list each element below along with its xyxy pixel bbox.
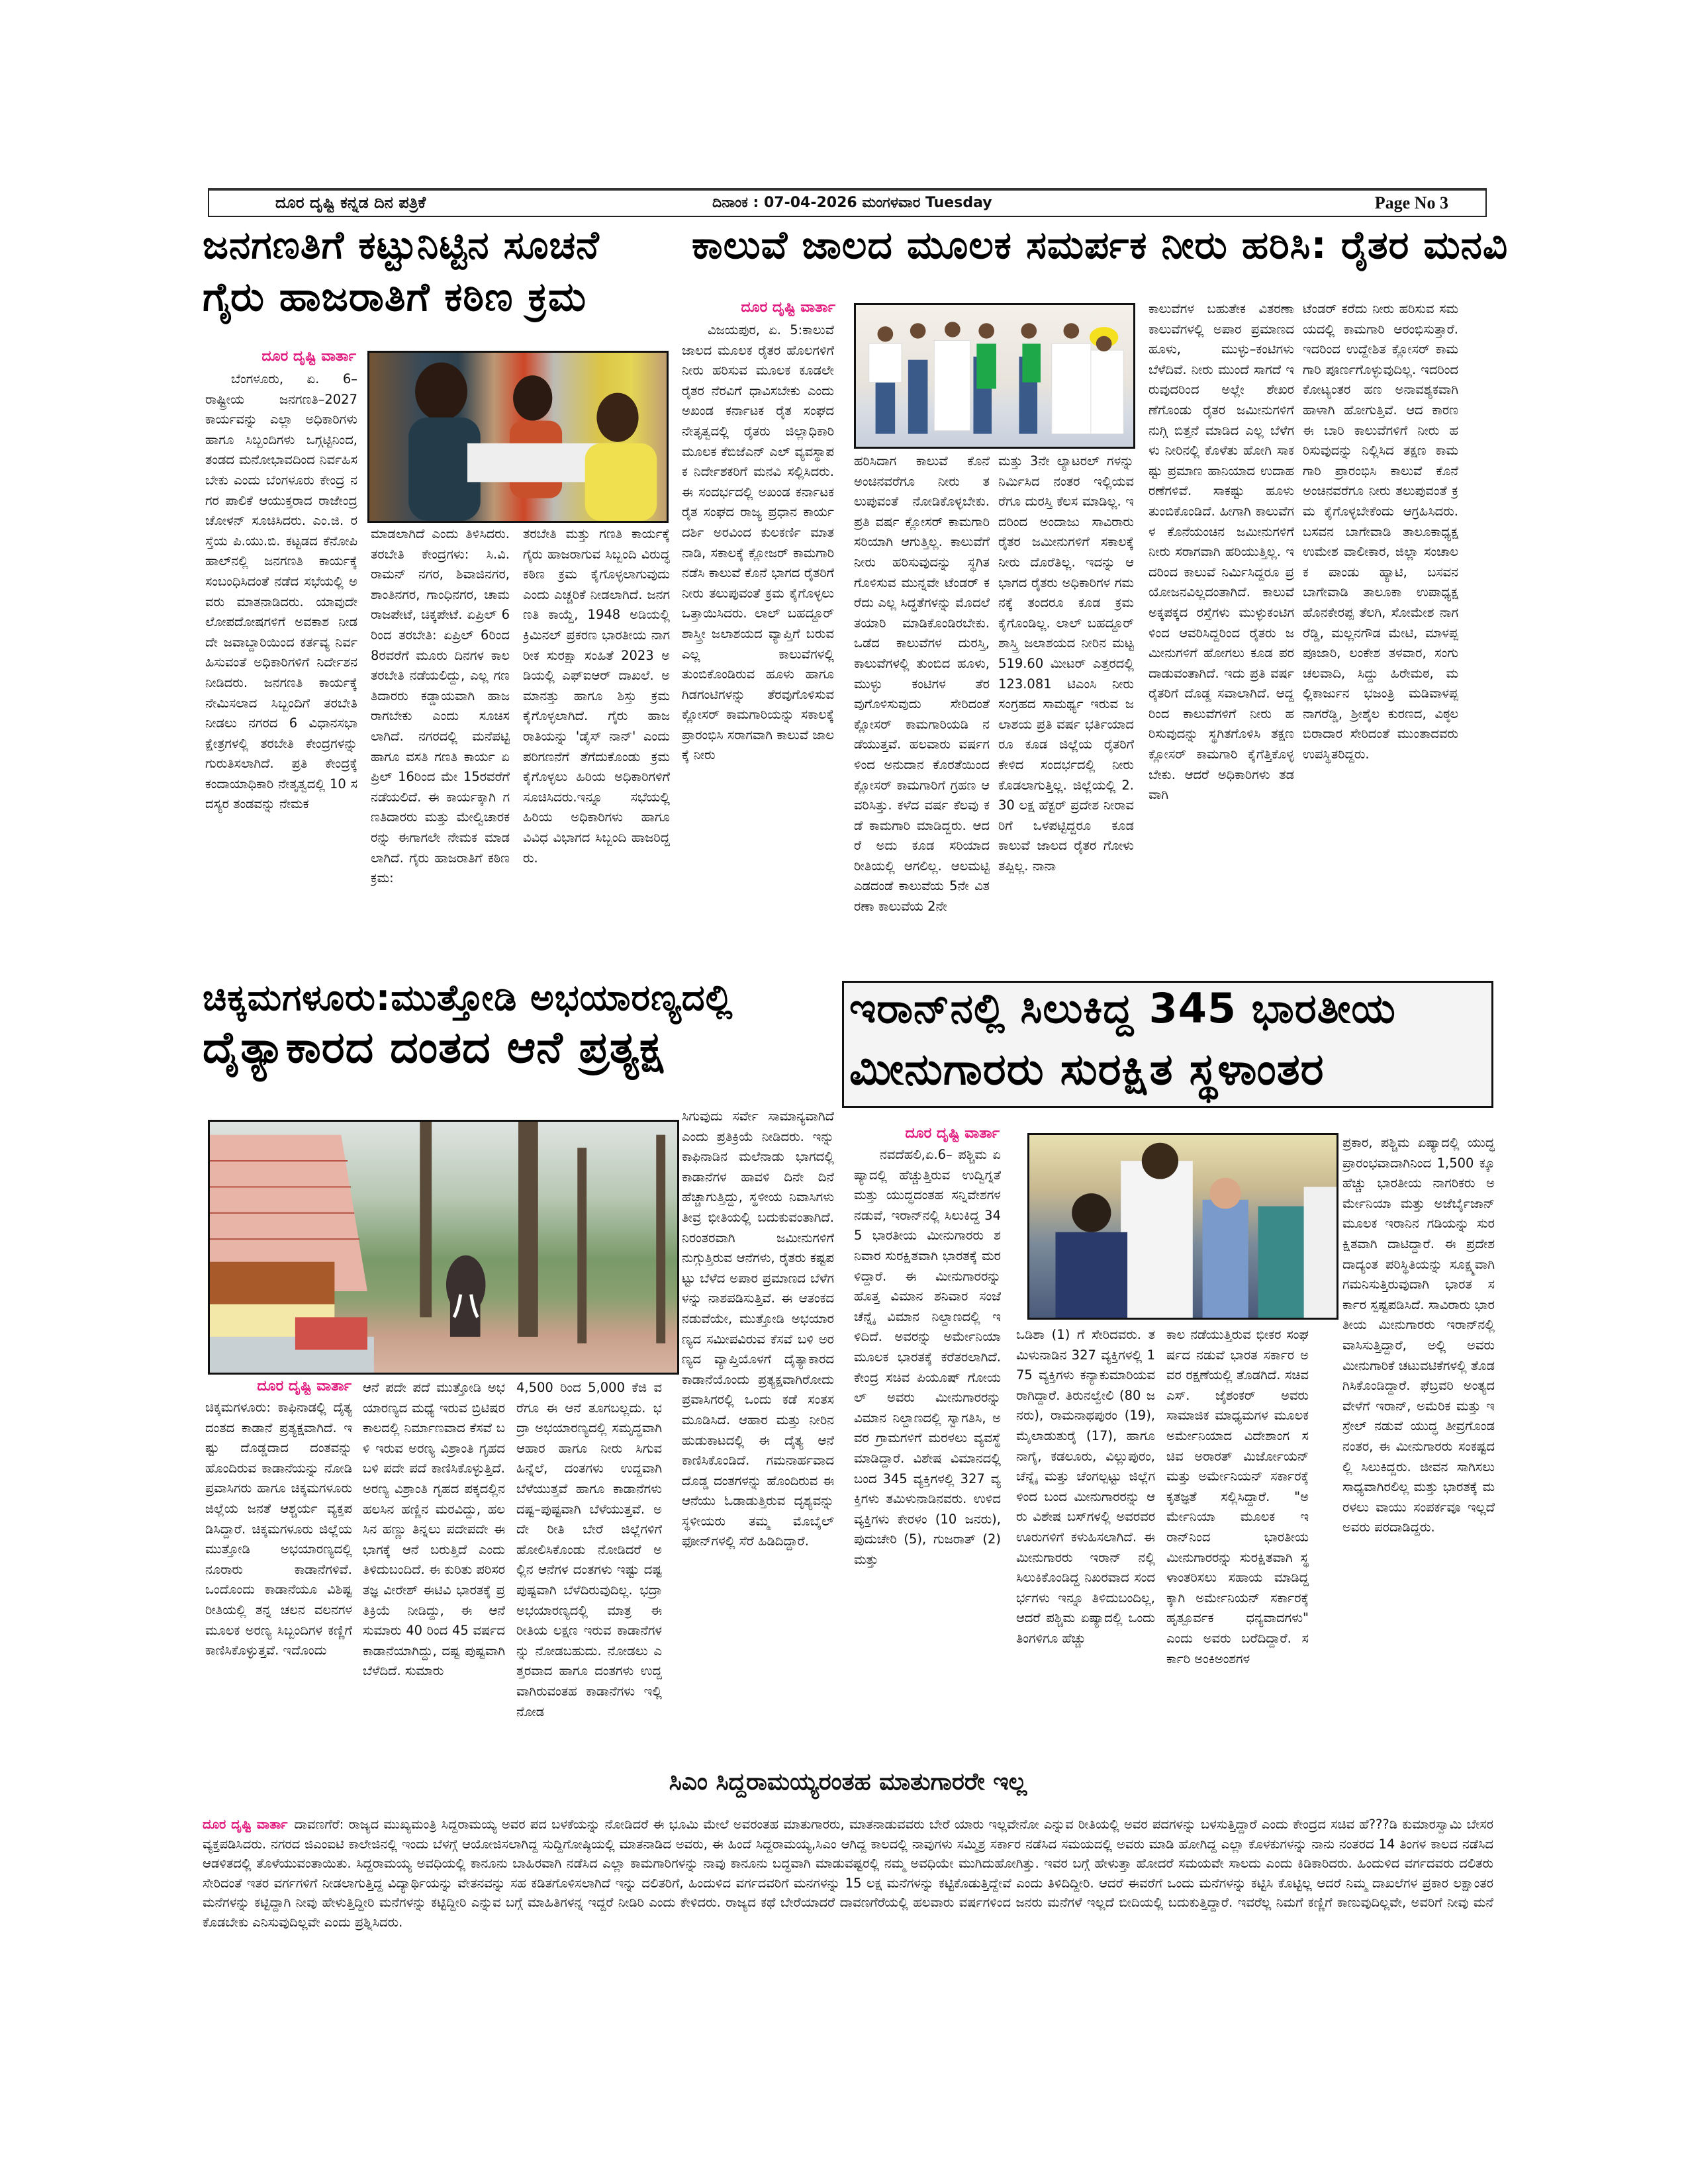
story4-headline-box — [842, 981, 1493, 1108]
story5-body — [203, 1815, 1493, 1932]
story3-column-3: 4,500 ರಿಂದ 5,000 ಕೆಜಿ ವರೆಗೂ ಈ ಆನೆ ತೂಗಬಲ್ಲದು. ಭದ್ರಾ ಅಭಯಾರಣ್ಯದಲ್ಲಿ ಸಮೃದ್ಧವಾಗಿ ಆಹಾರ ಹಾಗೂ ನೀರು ಸಿಗುವ ಹಿನ್ನೆಲೆ, ದಂತಗಳು ಉದ್ದವಾಗಿ ಬೆಳೆಯುತ್ತವೆ ಹಾಗೂ ಕಾಡಾನೆಗಳು ದಷ್ಟ–ಪುಷ್ಟವಾಗಿ ಬೆಳೆಯುತ್ತವೆ. ಅದೇ ರೀತಿ ಬೇರೆ ಜಿಲ್ಲೆಗಳಿಗೆ ಹೋಲಿಸಿಕೊಂಡು ನೋಡಿದರೆ ಅಲ್ಲಿನ ಆನೆಗಳ ದಂತಗಳು ಇಷ್ಟು ದಷ್ಟಪುಷ್ಟವಾಗಿ ಬೆಳೆದಿರುವುದಿಲ್ಲ. ಭದ್ರಾ ಅಭಯಾರಣ್ಯದಲ್ಲಿ ಮಾತ್ರ ಈ ರೀತಿಯ ಲಕ್ಷಣ ಇರುವ ಕಾಡಾನೆಗಳನ್ನು ನೋಡಬಹುದು. ನೋಡಲು ಎತ್ತರವಾದ ಹಾಗೂ ದಂತಗಳು ಉದ್ದವಾಗಿರುವಂತಹ ಕಾಡಾನೆಗಳು ಇಲ್ಲಿ ನೋಡ — [516, 1380, 662, 1719]
story2-column-5: ಟೆಂಡರ್ ಕರೆದು ನೀರು ಹರಿಸುವ ಸಮಯದಲ್ಲಿ ಕಾಮಗಾರಿ ಆರಂಭಿಸುತ್ತಾರೆ. ಇದರಿಂದ ಉದ್ದೇಶಿತ ಕ್ಲೋಸರ್ ಕಾಮಗಾರಿ ಪೂರ್ಣಗೊಳ್ಳುವುದಿಲ್ಲ. ಇದರಿಂದ ಕೋಟ್ಯಂತರ ಹಣ ಅನಾವಶ್ಯಕವಾಗಿ ಹಾಳಾಗಿ ಹೋಗುತ್ತಿವೆ. ಆದ ಕಾರಣ ಈ ಬಾರಿ ಕಾಲುವೆಗಳಿಗೆ ನೀರು ಹರಿಸುವುದನ್ನು ನಿಲ್ಲಿಸಿದ ತಕ್ಷಣ ಕಾಮಗಾರಿ ಪ್ರಾರಂಭಿಸಿ ಕಾಲುವೆ ಕೊನೆ ಅಂಚಿನವರೆಗೂ ನೀರು ತಲುಪುವಂತೆ ಕ್ರಮ ಕೈಗೊಳ್ಳಬೇಕೆಂದು ಆಗ್ರಹಿಸಿದರು. ಬಸವನ ಬಾಗೇವಾಡಿ ತಾಲೂಕಾಧ್ಯಕ್ಷ ಉಮೇಶ ವಾಲೀಕಾರ, ಜಿಲ್ಲಾ ಸಂಚಾಲಕ ಪಾಂಡು ಹ್ಯಾಟಿ, ಬಸವನ ಬಾಗೇವಾಡಿ ತಾಲೂಕಾ ಉಪಾಧ್ಯಕ್ಷ ಹೊನಕೇರಪ್ಪ ತೆಲಗಿ, ಸೋಮೇಶ ನಾಗರೆಡ್ಡಿ, ಮಲ್ಲನಗೌಡ ಮೇಟಿ, ಮಾಳಪ್ಪ ಪೂಜಾರಿ, ಲಂಕೇಶ ತಳವಾರ, ಸಂಗು ಚಲವಾದಿ, ಸಿದ್ದು ಹಿರೇಮಠ, ಮಲ್ಲಿಕಾರ್ಜುನ ಭಜಂತ್ರಿ ಮಡಿವಾಳಪ್ಪ ನಾಗರೆಡ್ಡಿ, ಶ್ರೀಶೈಲ ಕುರಣದ, ವಿಠ್ಠಲ ಬಿರಾದಾರ ಸೇರಿದಂತೆ ಮುಂತಾದವರು ಉಪಸ್ಥಿತರಿದ್ದರು. — [1303, 301, 1458, 762]
story3-headline-line1: ಚಿಕ್ಕಮಗಳೂರು:ಮುತ್ತೋಡಿ ಅಭಯಾರಣ್ಯದಲ್ಲಿ — [203, 977, 733, 1019]
story2-byline: ದೂರ ದೃಷ್ಟಿ ವಾರ್ತಾ — [741, 299, 835, 316]
story1-headline-line1: ಜನಗಣತಿಗೆ ಕಟ್ಟುನಿಟ್ಟಿನ ಸೂಚನೆ — [203, 222, 600, 267]
masthead — [208, 188, 1487, 217]
story4-column-4: ಪ್ರಕಾರ, ಪಶ್ಚಿಮ ಏಷ್ಯಾದಲ್ಲಿ ಯುದ್ಧ ಪ್ರಾರಂಭವಾದಾಗಿನಿಂದ 1,500 ಕ್ಕೂ ಹೆಚ್ಚು ಭಾರತೀಯ ನಾಗರಿಕರು ಅರ್ಮೇನಿಯಾ ಮತ್ತು ಅಜೆರ್ಬೈಜಾನ್ ಮೂಲಕ ಇರಾನಿನ ಗಡಿಯನ್ನು ಸುರಕ್ಷಿತವಾಗಿ ದಾಟಿದ್ದಾರೆ. ಈ ಪ್ರದೇಶದಾದ್ಯಂತ ಪರಿಸ್ಥಿತಿಯನ್ನು ಸೂಕ್ಷ್ಮವಾಗಿ ಗಮನಿಸುತ್ತಿರುವುದಾಗಿ ಭಾರತ ಸರ್ಕಾರ ಸ್ಪಷ್ಟಪಡಿಸಿದೆ. ಸಾವಿರಾರು ಭಾರತೀಯ ಮೀನುಗಾರರು ಇರಾನ್‌ನಲ್ಲಿ ವಾಸಿಸುತ್ತಿದ್ದಾರೆ, ಅಲ್ಲಿ ಅವರು ಮೀನುಗಾರಿಕೆ ಚಟುವಟಿಕೆಗಳಲ್ಲಿ ತೊಡಗಿಸಿಕೊಂಡಿದ್ದಾರೆ. ಫೆಬ್ರವರಿ ಅಂತ್ಯದ ವೇಳೆಗೆ ಇರಾನ್, ಅಮೆರಿಕ ಮತ್ತು ಇಸ್ರೇಲ್ ನಡುವೆ ಯುದ್ಧ ತೀವ್ರಗೊಂಡ ನಂತರ, ಈ ಮೀನುಗಾರರು ಸಂಕಷ್ಟದಲ್ಲಿ ಸಿಲುಕಿದ್ದರು. ಜೀವನ ಸಾಗಿಸಲು ಸಾಧ್ಯವಾಗಿರಲಿಲ್ಲ ಮತ್ತು ಭಾರತಕ್ಕೆ ಮರಳಲು ವಾಯು ಸಂಪರ್ಕವೂ ಇಲ್ಲದೆ ಅವರು ಪರದಾಡಿದ್ದರು. — [1342, 1135, 1495, 1535]
story1-photo-census-workers — [367, 351, 669, 523]
story1-headline-line2: ಗೈರು ಹಾಜರಾತಿಗೆ ಕಠಿಣ ಕ್ರಮ — [203, 274, 587, 320]
page-number: Page No 3 — [1374, 193, 1448, 212]
people-illustration-icon — [369, 353, 667, 521]
story2-column-2: ಹರಿಸಿದಾಗ ಕಾಲುವೆ ಕೊನೆ ಅಂಚಿನವರೆಗೂ ನೀರು ತಲುಪುವಂತೆ ನೋಡಿಕೊಳ್ಳಬೇಕು. ಪ್ರತಿ ವರ್ಷ ಕ್ಲೋಸರ್ ಕಾಮಗಾರಿ ಸರಿಯಾಗಿ ಆಗುತ್ತಿಲ್ಲ. ಕಾಲುವೆಗೆ ನೀರು ಹರಿಸುವುದನ್ನು ಸ್ಥಗಿತಗೊಳಿಸುವ ಮುನ್ನವೇ ಟೆಂಡರ್ ಕರೆದು ಎಲ್ಲ ಸಿದ್ಧತೆಗಳನ್ನು ಮೊದಲೆ ತಯಾರಿ ಮಾಡಿಕೊಂಡಿರಬೇಕು. ಒಡೆದ ಕಾಲುವೆಗಳ ದುರಸ್ತಿ, ಕಾಲುವೆಗಳಲ್ಲಿ ತುಂಬಿದ ಹೂಳು, ಮುಳ್ಳು ಕಂಟಿಗಳ ತೆರವುಗೊಳಿಸುವುದು ಸೇರಿದಂತೆ ಕ್ಲೋಸರ್ ಕಾಮಗಾರಿಯಡಿ ನಡೆಯುತ್ತವೆ. ಹಲವಾರು ವರ್ಷಗಳಿಂದ ಅನುದಾನ ಕೊರತೆಯಿಂದ ಕ್ಲೋಸರ್ ಕಾಮಗಾರಿಗೆ ಗ್ರಹಣ ಆವರಿಸಿತ್ತು. ಕಳೆದ ವರ್ಷ ಕೆಲವು ಕಡೆ ಕಾಮಗಾರಿ ಮಾಡಿದ್ದರು. ಆದರೆ ಅದು ಕೂಡ ಸರಿಯಾದ ರೀತಿಯಲ್ಲಿ ಆಗಲಿಲ್ಲ. ಆಲಮಟ್ಟಿ ಎಡದಂಡೆ ಕಾಲುವೆಯ 5ನೇ ವಿತರಣಾ ಕಾಲುವೆಯ 2ನೇ — [854, 453, 990, 915]
story4-column-3: ಕಾಲ ನಡೆಯುತ್ತಿರುವ ಭೀಕರ ಸಂಘರ್ಷದ ನಡುವೆ ಭಾರತ ಸರ್ಕಾರ ಅವರ ರಕ್ಷಣೆಯಲ್ಲಿ ತೊಡಗಿದೆ. ಸಚಿವ ಎಸ್. ಜೈಶಂಕರ್ ಅವರು ಸಾಮಾಜಿಕ ಮಾಧ್ಯಮಗಳ ಮೂಲಕ ಅರ್ಮೇನಿಯಾದ ವಿದೇಶಾಂಗ ಸಚಿವ ಅರಾರತ್ ಮಿರ್ಜೋಯನ್ ಮತ್ತು ಅರ್ಮೇನಿಯನ್ ಸರ್ಕಾರಕ್ಕೆ ಕೃತಜ್ಞತೆ ಸಲ್ಲಿಸಿದ್ದಾರೆ. "ಅರ್ಮೇನಿಯಾ ಮೂಲಕ ಇರಾನ್‌ನಿಂದ ಭಾರತೀಯ ಮೀನುಗಾರರನ್ನು ಸುರಕ್ಷಿತವಾಗಿ ಸ್ಥಳಾಂತರಿಸಲು ಸಹಾಯ ಮಾಡಿದ್ದಕ್ಕಾಗಿ ಅರ್ಮೇನಿಯನ್ ಸರ್ಕಾರಕ್ಕೆ ಹೃತ್ಪೂರ್ವಕ ಧನ್ಯವಾದಗಳು" ಎಂದು ಅವರು ಬರೆದಿದ್ದಾರೆ. ಸರ್ಕಾರಿ ಅಂಕಿಅಂಶಗಳ — [1166, 1327, 1309, 1666]
story4-headline-line2: ಮೀನುಗಾರರು ಸುರಕ್ಷಿತ ಸ್ಥಳಾಂತರ — [849, 1044, 1325, 1095]
story1-column-1: ಬೆಂಗಳೂರು, ಏ. 6– ರಾಷ್ಟ್ರೀಯ ಜನಗಣತಿ–2027 ಕಾರ್ಯವನ್ನು ಎಲ್ಲಾ ಅಧಿಕಾರಿಗಳು ಹಾಗೂ ಸಿಬ್ಬಂದಿಗಳು ಒಗ್ಗಟ್ಟಿನಿಂದ, ತಂಡದ ಮನೋಭಾವದಿಂದ ನಿರ್ವಹಿಸಬೇಕು ಎಂದು ಬೆಂಗಳೂರು ಕೇಂದ್ರ ನಗರ ಪಾಲಿಕೆ ಆಯುಕ್ತರಾದ ರಾಜೇಂದ್ರ ಚೋಳನ್ ಸೂಚಿಸಿದರು. ಎಂ.ಜಿ. ರಸ್ತೆಯ ಪಿ.ಯು.ಬಿ. ಕಟ್ಟಡದ ಕೆನೋಪಿ ಹಾಲ್‌ನಲ್ಲಿ ಜನಗಣತಿ ಕಾರ್ಯಕ್ಕೆ ಸಂಬಂಧಿಸಿದಂತೆ ನಡೆದ ಸಭೆಯಲ್ಲಿ ಅವರು ಮಾತನಾಡಿದರು. ಯಾವುದೇ ಲೋಪದೋಷಗಳಿಗೆ ಅವಕಾಶ ನೀಡದೇ ಜವಾಬ್ದಾರಿಯಿಂದ ಕರ್ತವ್ಯ ನಿರ್ವಹಿಸುವಂತೆ ಅಧಿಕಾರಿಗಳಿಗೆ ನಿರ್ದೇಶನ ನೀಡಿದರು. ಜನಗಣತಿ ಕಾರ್ಯಕ್ಕೆ ನೇಮಿಸಲಾದ ಸಿಬ್ಬಂದಿಗೆ ತರಬೇತಿ ನೀಡಲು ನಗರದ 6 ವಿಧಾನಸಭಾ ಕ್ಷೇತ್ರಗಳಲ್ಲಿ ತರಬೇತಿ ಕೇಂದ್ರಗಳನ್ನು ಗುರುತಿಸಲಾಗಿದೆ. ಪ್ರತಿ ಕೇಂದ್ರಕ್ಕೆ ಕಂದಾಯಾಧಿಕಾರಿ ನೇತೃತ್ವದಲ್ಲಿ 10 ಸದಸ್ಯರ ತಂಡವನ್ನು ನೇಮಕ — [205, 371, 357, 812]
story3-photo-elephant — [208, 1120, 679, 1375]
story2-column-3: ಮತ್ತು 3ನೇ ಲ್ಯಾಟರಲ್ ಗಳನ್ನು ನಿರ್ಮಿಸಿದ ನಂತರ ಇಲ್ಲಿಯವರೆಗೂ ದುರಸ್ತಿ ಕೆಲಸ ಮಾಡಿಲ್ಲ. ಇದರಿಂದ ಅಂದಾಜು ಸಾವಿರಾರು ರೈತರ ಜಮೀನುಗಳಿಗೆ ಸಕಾಲಕ್ಕೆ ನೀರು ದೊರೆತಿಲ್ಲ. ಇದನ್ನು ಆ ಭಾಗದ ರೈತರು ಅಧಿಕಾರಿಗಳ ಗಮನಕ್ಕೆ ತಂದರೂ ಕೂಡ ಕ್ರಮ ಕೈಗೊಂಡಿಲ್ಲ. ಲಾಲ್ ಬಹದ್ದೂರ್ ಶಾಸ್ತ್ರಿ ಜಲಾಶಯದ ನೀರಿನ ಮಟ್ಟ 519.60 ಮೀಟರ್ ಎತ್ತರದಲ್ಲಿ 123.081 ಟಿಎಂಸಿ ನೀರು ಸಂಗ್ರಹದ ಸಾಮರ್ಥ್ಯ ಇರುವ ಜಲಾಶಯ ಪ್ರತಿ ವರ್ಷ ಭರ್ತಿಯಾದರೂ ಕೂಡ ಜಿಲ್ಲೆಯ ರೈತರಿಗೆ ಕೇಳಿದ ಸಂದರ್ಭದಲ್ಲಿ ನೀರು ಕೊಡಲಾಗುತ್ತಿಲ್ಲ. ಜಿಲ್ಲೆಯಲ್ಲಿ 2.30 ಲಕ್ಷ ಹೆಕ್ಟರ್ ಪ್ರದೇಶ ನೀರಾವರಿಗೆ ಒಳಪಟ್ಟಿದ್ದರೂ ಕೂಡ ಕಾಲುವೆ ಜಾಲದ ರೈತರ ಗೋಳು ತಪ್ಪಿಲ್ಲ. ನಾನಾ — [998, 453, 1134, 874]
newspaper-name: ದೂರ ದೃಷ್ಟಿ ಕನ್ನಡ ದಿನ ಪತ್ರಿಕೆ — [275, 193, 426, 212]
story2-photo-farmers-group — [854, 303, 1135, 449]
story2-headline: ಕಾಲುವೆ ಜಾಲದ ಮೂಲಕ ಸಮರ್ಪಕ ನೀರು ಹರಿಸಿ: ರೈತರ ಮನವಿ — [692, 222, 1509, 267]
story5-text: ದಾವಣಗೆರೆ: ರಾಜ್ಯದ ಮುಖ್ಯಮಂತ್ರಿ ಸಿದ್ದರಾಮಯ್ಯ ಅವರ ಪದ ಬಳಕೆಯನ್ನು ನೋಡಿದರೆ ಈ ಭೂಮಿ ಮೇಲೆ ಅವರಂತಹ ಮಾತುಗಾರರು, ಮಾತನಾಡುವವರು ಬೇರೆ ಯಾರು ಇಲ್ಲವೇನೋ ಎನ್ನುವ ರೀತಿಯಲ್ಲಿ ಅವರ ಪದಗಳನ್ನು ಬಳಸುತ್ತಿದ್ದಾರೆ ಎಂದು ಕೇಂದ್ರದ ಸಚಿವ ಹೆ???ಡಿ ಕುಮಾರಸ್ವಾಮಿ ಬೇಸರ ವ್ಯಕ್ತಪಡಿಸಿದರು. ನಗರದ ಜಿಎಂಐಟಿ ಕಾಲೇಜಿನಲ್ಲಿ ಇಂದು ಬೆಳಗ್ಗೆ ಆಯೋಜಿಸಲಾಗಿದ್ದ ಸುದ್ದಿಗೋಷ್ಠಿಯಲ್ಲಿ ಮಾತನಾಡಿದ ಅವರು, ಈ ಹಿಂದೆ ಸಿದ್ದರಾಮಯ್ಯ,ಸಿಎಂ ಆಗಿದ್ದ ಕಾಲದಲ್ಲಿ ನಾವುಗಳು ಸಮ್ಮಿಶ್ರ ಸರ್ಕಾರ ನಡೆಸಿದ ಸಮಯದಲ್ಲಿ ಅವರು ಮಾಡಿ ಹೋಗಿದ್ದ ಎಲ್ಲಾ ಕೊಳಕುಗಳನ್ನು ನಾನು ನಂತರದ 14 ತಿಂಗಳ ಕಾಲದ ನಡೆಸಿದ ಆಡಳಿತದಲ್ಲಿ ತೊಳೆಯುವಂತಾಯಿತು. ಸಿದ್ದರಾಮಯ್ಯ ಅವಧಿಯಲ್ಲಿ ಕಾನೂನು ಬಾಹಿರವಾಗಿ ನಡೆಸಿದ ಎಲ್ಲಾ ಕಾಮಗಾರಿಗಳನ್ನು ನಾವು ಕಾನೂನು ಬದ್ಧವಾಗಿ ಮಾಡುವಷ್ಟರಲ್ಲಿ ನಮ್ಮ ಅವಧಿಯೇ ಮುಗಿದುಹೋಗಿತ್ತು. ಇವರ ಬಗ್ಗೆ ಹೇಳುತ್ತಾ ಹೋದರೆ ಸಮಯವೇ ಸಾಲದು ಎಂದು ಕಿಡಿಕಾರಿದರು. ಹಿಂದುಳಿದ ವರ್ಗದವರು ದಲಿತರು ಸೇರಿದಂತೆ ಇತರ ವರ್ಗಗಳಿಗೆ ನೀಡಲಾಗುತ್ತಿದ್ದ ವಿದ್ಯಾರ್ಥಿಯನ್ನು ವೇತನವನ್ನು ಸಹ ಕಡಿತಗೊಳಿಸಲಾಗಿದೆ ಇನ್ನು ದಲಿತರಿಗೆ, ಹಿಂದುಳಿದ ವರ್ಗದವರಿಗೆ ಮನಗಳನ್ನು 15 ಲಕ್ಷ ಮನೆಗಳನ್ನು ಕಟ್ಟಿಕೊಡುತ್ತಿದ್ದೇವೆ ಎಂದು ತಿಳಿದಿದ್ದೀರಿ. ಆದರೆ ಈವರೆಗೆ ಒಂದು ಮನೆಗಳನ್ನು ಕಟ್ಟಿಸಿ ಕೊಟ್ಟಿಲ್ಲ ಆದರೆ ನಿಮ್ಮ ದಾಖಲೆಗಳ ಪ್ರಕಾರ ಲಕ್ಷಾಂತರ ಮನೆಗಳನ್ನು ಕಟ್ಟಿದ್ದಾಗಿ ನೀವು ಹೇಳುತ್ತಿದ್ದೀರಿ ಮನೆಗಳನ್ನು ಕಟ್ಟಿದ್ದೀರಿ ಎನ್ನುವ ಬಗ್ಗೆ ಮಾಹಿತಿಗಳನ್ನ ಇದ್ದರೆ ನೀಡಿರಿ ಎಂದು ಕೇಳಿದರು. ರಾಜ್ಯದ ಕಥೆ ಬೇರೆಯಾದರೆ ದಾವಣಗೆರೆಯಲ್ಲಿ ಹಲವಾರು ವರ್ಷಗಳಿಂದ ಜನರು ಮನೆಗಳೆ ಇಲ್ಲದೆ ಬೀದಿಯಲ್ಲಿ ಬದುಕುತ್ತಿದ್ದಾರೆ. ಇವರೆಲ್ಲ ನಿಮಗೆ ಕಣ್ಣಿಗೆ ಕಾಣುವುದಿಲ್ಲವೇ, ಅವರಿಗೆ ನೀವು ಮನೆ ಕೊಡಬೇಕು ಎನಿಸುವುದಿಲ್ಲವೇ ಎಂದು ಪ್ರಶ್ನಿಸಿದರು. — [203, 1817, 1493, 1930]
story5-byline: ದೂರ ದೃಷ್ಟಿ ವಾರ್ತಾ — [203, 1817, 288, 1832]
welcome-ceremony-icon — [1029, 1135, 1336, 1318]
story4-column-1: ನವದೆಹಲಿ,ಏ.6– ಪಶ್ಚಿಮ ಏಷ್ಯಾದಲ್ಲಿ ಹೆಚ್ಚುತ್ತಿರುವ ಉದ್ವಿಗ್ನತೆ ಮತ್ತು ಯುದ್ಧದಂತಹ ಸನ್ನಿವೇಶಗಳ ನಡುವೆ, ಇರಾನ್‌ನಲ್ಲಿ ಸಿಲುಕಿದ್ದ 345 ಭಾರತೀಯ ಮೀನುಗಾರರು ಶನಿವಾರ ಸುರಕ್ಷಿತವಾಗಿ ಭಾರತಕ್ಕೆ ಮರಳಿದ್ದಾರೆ. ಈ ಮೀನುಗಾರರನ್ನು ಹೊತ್ತ ವಿಮಾನ ಶನಿವಾರ ಸಂಜೆ ಚೆನ್ನೈ ವಿಮಾನ ನಿಲ್ದಾಣದಲ್ಲಿ ಇಳಿದಿದೆ. ಅವರನ್ನು ಅರ್ಮೇನಿಯಾ ಮೂಲಕ ಭಾರತಕ್ಕೆ ಕರೆತರಲಾಗಿದೆ. ಕೇಂದ್ರ ಸಚಿವ ಪಿಯೂಷ್ ಗೋಯಲ್ ಅವರು ಮೀನುಗಾರರನ್ನು ವಿಮಾನ ನಿಲ್ದಾಣದಲ್ಲಿ ಸ್ವಾಗತಿಸಿ, ಅವರ ಗ್ರಾಮಗಳಿಗೆ ಮರಳಲು ವ್ಯವಸ್ಥೆ ಮಾಡಿದ್ದಾರೆ. ವಿಶೇಷ ವಿಮಾನದಲ್ಲಿ ಬಂದ 345 ವ್ಯಕ್ತಿಗಳಲ್ಲಿ 327 ವ್ಯಕ್ತಿಗಳು ತಮಿಳುನಾಡಿನವರು. ಉಳಿದ ವ್ಯಕ್ತಿಗಳು ಕೇರಳಂ (10 ಜನರು), ಪುದುಚೇರಿ (5), ಗುಜರಾತ್ (2) ಮತ್ತು — [854, 1147, 1001, 1567]
issue-date: ದಿನಾಂಕ : 07-04-2026 ಮಂಗಳವಾರ Tuesday — [712, 195, 992, 211]
story1-column-3: ತರಬೇತಿ ಮತ್ತು ಗಣತಿ ಕಾರ್ಯಕ್ಕೆ ಗೈರು ಹಾಜರಾಗುವ ಸಿಬ್ಬಂದಿ ವಿರುದ್ಧ ಕಠಿಣ ಕ್ರಮ ಕೈಗೊಳ್ಳಲಾಗುವುದು ಎಂದು ಎಚ್ಚರಿಕೆ ನೀಡಲಾಗಿದೆ. ಜನಗಣತಿ ಕಾಯ್ದೆ, 1948 ಅಡಿಯಲ್ಲಿ ಕ್ರಿಮಿನಲ್ ಪ್ರಕರಣ ಭಾರತೀಯ ನಾಗರೀಕ ಸುರಕ್ಷಾ ಸಂಹಿತೆ 2023 ಅಡಿಯಲ್ಲಿ ಎಫ್‌ಐಆರ್ ದಾಖಲೆ. ಅಮಾನತ್ತು ಹಾಗೂ ಶಿಸ್ತು ಕ್ರಮ ಕೈಗೊಳ್ಳಲಾಗಿದೆ. ಗೈರು ಹಾಜರಾತಿಯನ್ನು 'ಡೈಸ್ ನಾನ್' ಎಂದು ಪರಿಗಣನೆಗೆ ತೆಗೆದುಕೊಂಡು ಕ್ರಮ ಕೈಗೊಳ್ಳಲು ಹಿರಿಯ ಅಧಿಕಾರಿಗಳಿಗೆ ಸೂಚಿಸಿದರು.ಇನ್ನೂ ಸಭೆಯಲ್ಲಿ ಹಿರಿಯ ಅಧಿಕಾರಿಗಳು ಹಾಗೂ ವಿವಿಧ ವಿಭಾಗದ ಸಿಬ್ಬಂದಿ ಹಾಜರಿದ್ದರು. — [523, 526, 670, 866]
story3-byline: ದೂರ ದೃಷ್ಟಿ ವಾರ್ತಾ — [257, 1378, 352, 1394]
story3-column-4: ಸಿಗುವುದು ಸರ್ವೇ ಸಾಮಾನ್ಯವಾಗಿದೆ ಎಂದು ಪ್ರತಿಕ್ರಿಯೆ ನೀಡಿದರು. ಇನ್ನು ಕಾಫಿನಾಡಿನ ಮಲೆನಾಡು ಭಾಗದಲ್ಲಿ ಕಾಡಾನೆಗಳ ಹಾವಳಿ ದಿನೇ ದಿನೆ ಹೆಚ್ಚಾಗುತ್ತಿದ್ದು, ಸ್ಥಳೀಯ ನಿವಾಸಿಗಳು ತೀವ್ರ ಭೀತಿಯಲ್ಲಿ ಬದುಕುವಂತಾಗಿದೆ. ನಿರಂತರವಾಗಿ ಜಮೀನುಗಳಿಗೆ ನುಗ್ಗುತ್ತಿರುವ ಆನೆಗಳು, ರೈತರು ಕಷ್ಟಪಟ್ಟು ಬೆಳೆದ ಅಪಾರ ಪ್ರಮಾಣದ ಬೆಳೆಗಳನ್ನು ನಾಶಪಡಿಸುತ್ತಿವೆ. ಈ ಆತಂಕದ ನಡುವೆಯೇ, ಮುತ್ತೋಡಿ ಅಭಯಾರಣ್ಯದ ಸಮೀಪವಿರುವ ಕೆಸವೆ ಬಳಿ ಅರಣ್ಯದ ವ್ಯಾಪ್ತಿಯೊಳಗೆ ದೈತ್ಯಾಕಾರದ ಕಾಡಾನೆಯೊಂದು ಪ್ರತ್ಯಕ್ಷವಾಗಿರೋದು ಪ್ರವಾಸಿಗರಲ್ಲಿ ಒಂದು ಕಡೆ ಸಂತಸ ಮೂಡಿಸಿದೆ. ಆಹಾರ ಮತ್ತು ನೀರಿನ ಹುಡುಕಾಟದಲ್ಲಿ ಈ ದೈತ್ಯ ಆನೆ ಕಾಣಿಸಿಕೊಂಡಿದೆ. ಗಮನಾರ್ಹವಾದ ದೊಡ್ಡ ದಂತಗಳನ್ನು ಹೊಂದಿರುವ ಈ ಆನೆಯು ಓಡಾಡುತ್ತಿರುವ ದೃಶ್ಯವನ್ನು ಸ್ಥಳೀಯರು ತಮ್ಮ ಮೊಬೈಲ್ ಫೋನ್‌ಗಳಲ್ಲಿ ಸೆರೆ ಹಿಡಿದಿದ್ದಾರೆ. — [682, 1109, 834, 1549]
story4-column-2: ಒಡಿಶಾ (1) ಗೆ ಸೇರಿದವರು. ತಮಿಳುನಾಡಿನ 327 ವ್ಯಕ್ತಿಗಳಲ್ಲಿ 175 ವ್ಯಕ್ತಿಗಳು ಕನ್ಯಾಕುಮಾರಿಯವರಾಗಿದ್ದಾರೆ. ತಿರುನಲ್ವೇಲಿ (80 ಜನರು), ರಾಮನಾಥಪುರಂ (19), ಮೈಲಾಡುತುರೈ (17), ಹಾಗೂ ನಾಗೈ, ಕಡಲೂರು, ವಿಲ್ಲುಪುರಂ, ಚೆನ್ನೈ ಮತ್ತು ಚೆಂಗಲ್ಪಟ್ಟು ಜಿಲ್ಲೆಗಳಿಂದ ಬಂದ ಮೀನುಗಾರರನ್ನು ಆರು ವಿಶೇಷ ಬಸ್‌ಗಳಲ್ಲಿ ಅವರವರ ಊರುಗಳಿಗೆ ಕಳುಹಿಸಲಾಗಿದೆ. ಈ ಮೀನುಗಾರರು ಇರಾನ್ ನಲ್ಲಿ ಸಿಲುಕಿಕೊಂಡಿದ್ದ ನಿಖರವಾದ ಸಂದರ್ಭಗಳು ಇನ್ನೂ ತಿಳಿದುಬಂದಿಲ್ಲ, ಆದರೆ ಪಶ್ಚಿಮ ಏಷ್ಯಾದಲ್ಲಿ ಒಂದು ತಿಂಗಳಿಗೂ ಹೆಚ್ಚು — [1016, 1327, 1155, 1646]
story1-column-2: ಮಾಡಲಾಗಿದೆ ಎಂದು ತಿಳಿಸಿದರು. ತರಬೇತಿ ಕೇಂದ್ರಗಳು: ಸಿ.ವಿ. ರಾಮನ್ ನಗರ, ಶಿವಾಜಿನಗರ, ಶಾಂತಿನಗರ, ಗಾಂಧಿನಗರ, ಚಾಮರಾಜಪೇಟೆ, ಚಿಕ್ಕಪೇಟೆ. ಏಪ್ರಿಲ್ 6ರಿಂದ ತರಬೇತಿ: ಏಪ್ರಿಲ್ 6ರಿಂದ 8ರವರೆಗೆ ಮೂರು ದಿನಗಳ ಕಾಲ ತರಬೇತಿ ನಡೆಯಲಿದ್ದು, ಎಲ್ಲ ಗಣತಿದಾರರು ಕಡ್ಡಾಯವಾಗಿ ಹಾಜರಾಗಬೇಕು ಎಂದು ಸೂಚಿಸಲಾಗಿದೆ. ನಗರದಲ್ಲಿ ಮನೆಪಟ್ಟಿ ಹಾಗೂ ವಸತಿ ಗಣತಿ ಕಾರ್ಯ ಏಪ್ರಿಲ್ 16ರಿಂದ ಮೇ 15ರವರೆಗೆ ನಡೆಯಲಿದೆ. ಈ ಕಾರ್ಯಕ್ಕಾಗಿ ಗಣತಿದಾರರು ಮತ್ತು ಮೇಲ್ವಿಚಾರಕರನ್ನು ಈಗಾಗಲೇ ನೇಮಕ ಮಾಡಲಾಗಿದೆ. ಗೈರು ಹಾಜರಾತಿಗೆ ಕಠಿಣ ಕ್ರಮ: — [371, 526, 510, 886]
elephant-scene-icon — [210, 1122, 677, 1373]
story3-column-2: ಆನೆ ಪದೇ ಪದೆ ಮುತ್ತೋಡಿ ಅಭಯಾರಣ್ಯದ ಮಧ್ಯೆ ಇರುವ ಬ್ರಿಟಿಷರ ಕಾಲದಲ್ಲಿ ನಿರ್ಮಾಣವಾದ ಕೆಸವೆ ಬಳಿ ಇರುವ ಅರಣ್ಯ ವಿಶ್ರಾಂತಿ ಗೃಹದ ಬಳಿ ಪದೇ ಪದೆ ಕಾಣಿಸಿಕೊಳ್ಳುತ್ತಿದೆ. ಅರಣ್ಯ ವಿಶ್ರಾಂತಿ ಗೃಹದ ಪಕ್ಕದಲ್ಲಿನ ಹಲಸಿನ ಹಣ್ಣಿನ ಮರವಿದ್ದು, ಹಲಸಿನ ಹಣ್ಣು ತಿನ್ನಲು ಪದೇಪದೇ ಈ ಭಾಗಕ್ಕೆ ಆನೆ ಬರುತ್ತಿದೆ ಎಂದು ತಿಳಿದುಬಂದಿದೆ. ಈ ಕುರಿತು ಪರಿಸರ ತಜ್ಞ ವೀರೇಶ್ ಈಟಿವಿ ಭಾರತಕ್ಕೆ ಪ್ರತಿಕ್ರಿಯೆ ನೀಡಿದ್ದು, ಈ ಆನೆ ಸುಮಾರು 40 ರಿಂದ 45 ವರ್ಷದ ಕಾಡಾನೆಯಾಗಿದ್ದು, ದಷ್ಟ ಪುಷ್ಟವಾಗಿ ಬೆಳೆದಿದೆ. ಸುಮಾರು — [363, 1380, 505, 1679]
story4-byline: ದೂರ ದೃಷ್ಟಿ ವಾರ್ತಾ — [905, 1125, 1000, 1142]
farmers-illustration-icon — [856, 305, 1133, 447]
story2-column-1: ವಿಜಯಪುರ, ಏ. 5:ಕಾಲುವೆ ಜಾಲದ ಮೂಲಕ ರೈತರ ಹೊಲಗಳಿಗೆ ನೀರು ಹರಿಸುವ ಮೂಲಕ ಕೂಡಲೇ ರೈತರ ನೆರವಿಗೆ ಧಾವಿಸಬೇಕು ಎಂದು ಅಖಂಡ ಕರ್ನಾಟಕ ರೈತ ಸಂಘದ ನೇತೃತ್ವದಲ್ಲಿ ರೈತರು ಜಿಲ್ಲಾಧಿಕಾರಿ ಮೂಲಕ ಕೆಬಿಜೆಎನ್ ಎಲ್ ವ್ಯವಸ್ಥಾಪಕ ನಿರ್ದೇಶಕರಿಗೆ ಮನವಿ ಸಲ್ಲಿಸಿದರು. ಈ ಸಂದರ್ಭದಲ್ಲಿ ಅಖಂಡ ಕರ್ನಾಟಕ ರೈತ ಸಂಘದ ರಾಜ್ಯ ಪ್ರಧಾನ ಕಾರ್ಯದರ್ಶಿ ಅರವಿಂದ ಕುಲಕರ್ಣಿ ಮಾತನಾಡಿ, ಸಕಾಲಕ್ಕೆ ಕ್ಲೋಜರ್ ಕಾಮಗಾರಿ ನಡೆಸಿ ಕಾಲುವೆ ಕೊನೆ ಭಾಗದ ರೈತರಿಗೆ ನೀರು ತಲುಪುವಂತೆ ಕ್ರಮ ಕೈಗೊಳ್ಳಲು ಒತ್ತಾಯಿಸಿದರು. ಲಾಲ್ ಬಹದ್ದೂರ್ ಶಾಸ್ತ್ರೀ ಜಲಾಶಯದ ವ್ಯಾಪ್ತಿಗೆ ಬರುವ ಎಲ್ಲ ಕಾಲುವೆಗಳಲ್ಲಿ ತುಂಬಿಕೊಂಡಿರುವ ಹೂಳು ಹಾಗೂ ಗಿಡಗಂಟಿಗಳನ್ನು ತೆರವುಗೊಳಿಸುವ ಕ್ಲೋಸರ್ ಕಾಮಗಾರಿಯನ್ನು ಸಕಾಲಕ್ಕೆ ಪ್ರಾರಂಭಿಸಿ ಸರಾಗವಾಗಿ ಕಾಲುವೆ ಜಾಲಕ್ಕೆ ನೀರು — [682, 322, 834, 763]
story4-photo-minister-welcome — [1027, 1133, 1338, 1320]
story3-headline-line2: ದೈತ್ಯಾಕಾರದ ದಂತದ ಆನೆ ಪ್ರತ್ಯಕ್ಷ — [203, 1022, 664, 1073]
story4-headline-line1: ಇರಾನ್‌ನಲ್ಲಿ ಸಿಲುಕಿದ್ದ 345 ಭಾರತೀಯ — [849, 984, 1396, 1032]
story5-headline: ಸಿಎಂ ಸಿದ್ದರಾಮಯ್ಯರಂತಹ ಮಾತುಗಾರರೇ ಇಲ್ಲ — [669, 1768, 1027, 1796]
story3-column-1: ಚಿಕ್ಕಮಗಳೂರು: ಕಾಫಿನಾಡಲ್ಲಿ ದೈತ್ಯ ದಂತದ ಕಾಡಾನೆ ಪ್ರತ್ಯಕ್ಷವಾಗಿದೆ. ಇಷ್ಟು ದೊಡ್ಡದಾದ ದಂತವನ್ನು ಹೊಂದಿರುವ ಕಾಡಾನೆಯನ್ನು ನೋಡಿ ಪ್ರವಾಸಿಗರು ಹಾಗೂ ಚಿಕ್ಕಮಗಳೂರು ಜಿಲ್ಲೆಯ ಜನತೆ ಆಶ್ಚರ್ಯ ವ್ಯಕ್ತಪಡಿಸಿದ್ದಾರೆ. ಚಿಕ್ಕಮಗಳೂರು ಜಿಲ್ಲೆಯ ಮುತ್ತೋಡಿ ಅಭಯಾರಣ್ಯದಲ್ಲಿ ನೂರಾರು ಕಾಡಾನೆಗಳಿವೆ. ಒಂದೊಂದು ಕಾಡಾನೆಯೂ ವಿಶಿಷ್ಟ ರೀತಿಯಲ್ಲಿ ತನ್ನ ಚಲನ ವಲನಗಳ ಮೂಲಕ ಅರಣ್ಯ ಸಿಬ್ಬಂದಿಗಳ ಕಣ್ಣಿಗೆ ಕಾಣಿಸಿಕೊಳ್ಳುತ್ತವೆ. ಇದೊಂದು — [205, 1400, 352, 1659]
story1-byline: ದೂರ ದೃಷ್ಟಿ ವಾರ್ತಾ — [261, 348, 356, 365]
story2-column-4: ಕಾಲುವೆಗಳ ಬಹುತೇಕ ವಿತರಣಾ ಕಾಲುವೆಗಳಲ್ಲಿ ಅಪಾರ ಪ್ರಮಾಣದ ಹೂಳು, ಮುಳ್ಳು–ಕಂಟಿಗಳು ಬೆಳೆದಿವೆ. ನೀರು ಮುಂದೆ ಸಾಗದೆ ಇರುವುದರಿಂದ ಅಲ್ಲೇ ಶೇಖರಣೆಗೊಂಡು ರೈತರ ಜಮೀನುಗಳಿಗೆ ನುಗ್ಗಿ ಬಿತ್ತನೆ ಮಾಡಿದ ಎಲ್ಲ ಬೆಳೆಗಳು ನೀರಿನಲ್ಲಿ ಕೊಳೆತು ಹೋಗಿ ಸಾಕಷ್ಟು ಪ್ರಮಾಣ ಹಾನಿಯಾದ ಉದಾಹರಣೆಗಳಿವೆ. ಸಾಕಷ್ಟು ಹೂಳು ತುಂಬಿಕೊಂಡಿದೆ. ಹೀಗಾಗಿ ಕಾಲುವೆಗಳ ಕೊನೆಯಂಚಿನ ಜಮೀನುಗಳಿಗೆ ನೀರು ಸರಾಗವಾಗಿ ಹರಿಯುತ್ತಿಲ್ಲ. ಇದರಿಂದ ಕಾಲುವೆ ನಿರ್ಮಿಸಿದ್ದರೂ ಪ್ರಯೋಜನವಿಲ್ಲದಂತಾಗಿದೆ. ಕಾಲುವೆ ಅಕ್ಕಪಕ್ಕದ ರಸ್ತೆಗಳು ಮುಳ್ಳುಕಂಟಿಗಳಿಂದ ಆವರಿಸಿದ್ದರಿಂದ ರೈತರು ಜಮೀನುಗಳಿಗೆ ಹೋಗಲು ಕೂಡ ಪರದಾಡುವಂತಾಗಿದೆ. ಇದು ಪ್ರತಿ ವರ್ಷ ರೈತರಿಗೆ ದೊಡ್ಡ ಸವಾಲಾಗಿದೆ. ಆದ್ದರಿಂದ ಕಾಲುವೆಗಳಿಗೆ ನೀರು ಹರಿಸುವುದನ್ನು ಸ್ಥಗಿತಗೊಳಿಸಿ ತಕ್ಷಣ ಕ್ಲೋಸರ್ ಕಾಮಗಾರಿ ಕೈಗೆತ್ತಿಕೊಳ್ಳಬೇಕು. ಆದರೆ ಅಧಿಕಾರಿಗಳು ತಡವಾಗಿ — [1149, 301, 1294, 803]
